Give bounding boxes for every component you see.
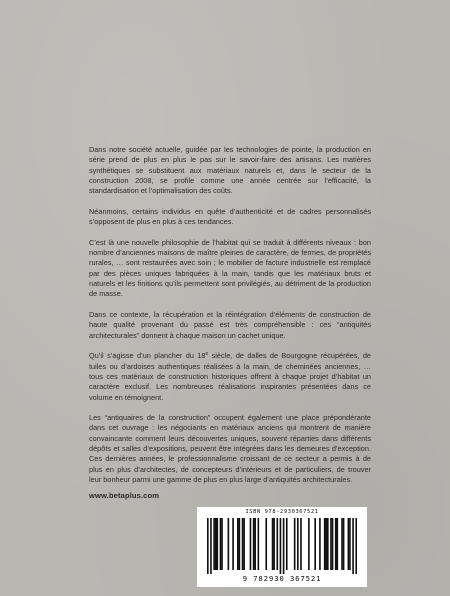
barcode-image [207,518,357,574]
barcode-bar [319,518,321,570]
barcode-bar [349,518,351,570]
paragraph-2: Néanmoins, certains individus en quête d’authenticité et de cadres personnalisés s’opposent de plus en plus à ces tendances. [89,206,371,227]
paragraph-4: Dans ce contexte, la récupération et la réintégration d’éléments de construction de haute qualité provenant du passé est très compréhensible : ces “antiquités architecturales” donnent à chaque maison un cachet unique. [89,310,371,340]
barcode-bar [254,518,256,570]
paragraph-5-end: siècle, de dalles de Bourgogne récupérées, de tuiles ou d’ardoises authentiques réalisées à la main, de cheminées anciennes, … tous ces matériaux de construction historiques offrent à chaque projet d’habitat un caractère exclusif. Les nombreuses réalisations inspirantes présentées dans ce volume en témoignent. [89,351,371,402]
barcode-bar [325,518,327,570]
barcode-bar [330,518,332,570]
barcode-bar [250,518,252,570]
barcode-bar [258,518,260,570]
barcode-bar [228,518,230,570]
barcode-bar [210,518,212,574]
barcode-bar [286,518,288,570]
barcode-bar [273,518,275,570]
barcode-bar [216,518,218,570]
barcode-bar [297,518,299,570]
barcode-bar [327,518,329,570]
publisher-website: www.betaplus.com [89,491,160,500]
barcode-bar [232,518,234,570]
barcode-bar [213,518,215,570]
barcode-bar [207,518,209,574]
paragraph-5 [89,351,371,402]
barcode-bar [215,518,217,570]
barcode-bar [355,518,357,574]
barcode-bar [348,518,350,570]
paragraph-5-start: Qu’il s’agisse d’un plancher du 18 [89,351,206,361]
barcode-bar [280,518,282,574]
barcode-bar [336,518,338,570]
barcode-bar [276,518,278,570]
paragraph-3: C’est là une nouvelle philosophie de l’habitat qui se traduit à différents niveaux : bon nombre d’anciennes maisons de maître pleines de caractère, de fermes, de propriétés rurales, … sont restaurées avec soin ; le mobilier de facture industrielle est remplacé par des pièces uniques fabriquées à la main, tandis que les matériaux bruts et naturels et les finitions qu’ils permettent sont privilégiés, au détriment de la production de masse. [89,237,371,299]
barcode-bar [283,518,285,574]
barcode-bar [341,518,343,570]
isbn-text: ISBN 978-2930367521 [245,509,319,515]
barcode-bar [272,518,274,570]
barcode-bar [239,518,241,570]
ean-digits: 9 782930 367521 [242,574,322,583]
barcode-bar [343,518,345,570]
barcode-bar [265,518,267,570]
barcode-bar [243,518,245,570]
barcode-bar [314,518,316,570]
barcode-bar [332,518,334,570]
back-cover-text [89,145,371,496]
century-superscript: e [205,351,209,358]
barcode-bar [308,518,310,570]
paragraph-1: Dans notre société actuelle, guidée par les technologies de pointe, la production en série prend de plus en plus le pas sur le savoir-faire des artisans. Les matières synthétiques se substituent aux matériaux naturels et, dans le secteur de la construction 2008, se profile comme une année centrée sur l’efficacité, la standardisation et l’optimalisation des coûts. [89,145,371,196]
barcode-bar [352,518,354,574]
barcode-bar [221,518,223,570]
barcode-bar [335,518,337,570]
barcode-bar [300,518,302,570]
paragraph-6: Les “antiquaires de la construction” occupent également une place prépondérante dans cet ouvrage : les négociants en matériaux anciens qui montrent de manière convaincante comment leurs découvertes uniques, souvent réparties dans différents dépôts et salles d’expositions, peuvent être intégrées dans les demeures d’exception. Ces dernières années, le professionnalisme croissant de ce secteur a permis à de plus en plus d’architectes, de concepteurs d’intérieurs et de particuliers, de trouver leur bonheur parmi une gamme de plus en plus large d’antiquités architecturales. [89,413,371,484]
barcode-bar [242,518,244,570]
barcode-label [197,507,367,587]
barcode-bar [220,518,222,570]
barcode-bar [294,518,296,570]
barcode-bar [237,518,239,570]
barcode-bar [253,518,255,570]
barcode-bar [324,518,326,570]
